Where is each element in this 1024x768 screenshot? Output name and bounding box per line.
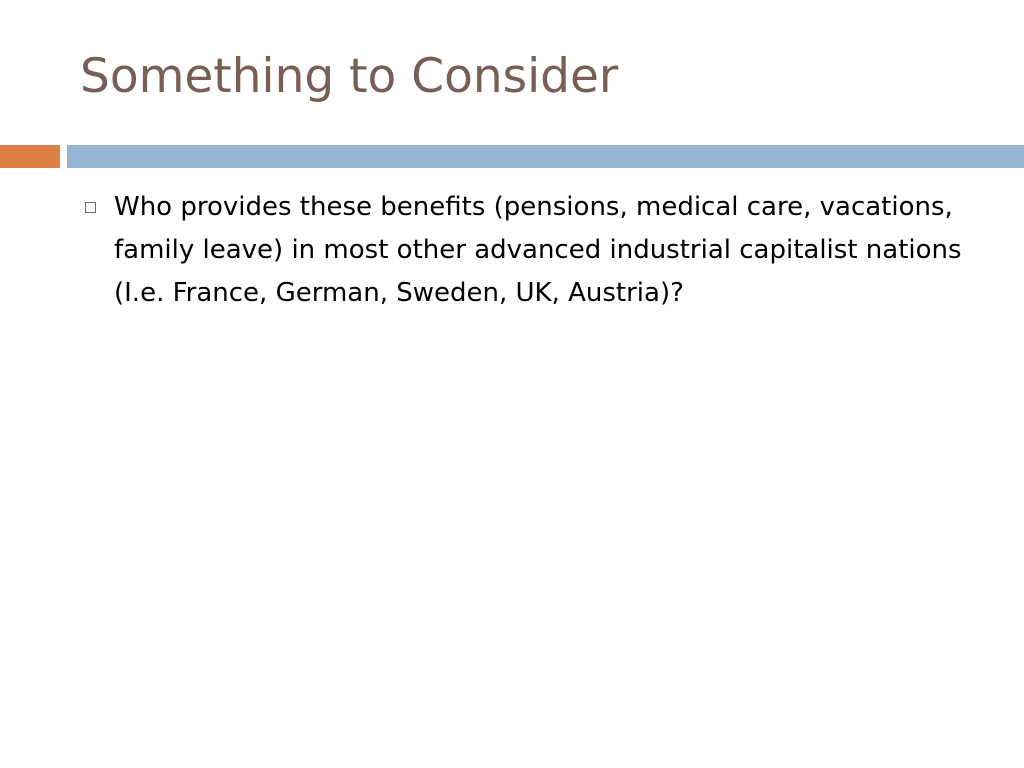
accent-bar-orange <box>0 145 60 168</box>
slide-title: Something to Consider <box>80 49 619 104</box>
bullet-item <box>80 186 980 315</box>
bullet-list <box>80 186 980 315</box>
bullet-text: Who provides these benefits (pensions, medical care, vacations, family leave) in most other advanced industrial capitalist nations (I.e. France, German, Sweden, UK, Austria)? <box>114 192 962 308</box>
accent-bar-blue <box>67 145 1024 168</box>
hollow-square-bullet-icon <box>85 202 96 213</box>
